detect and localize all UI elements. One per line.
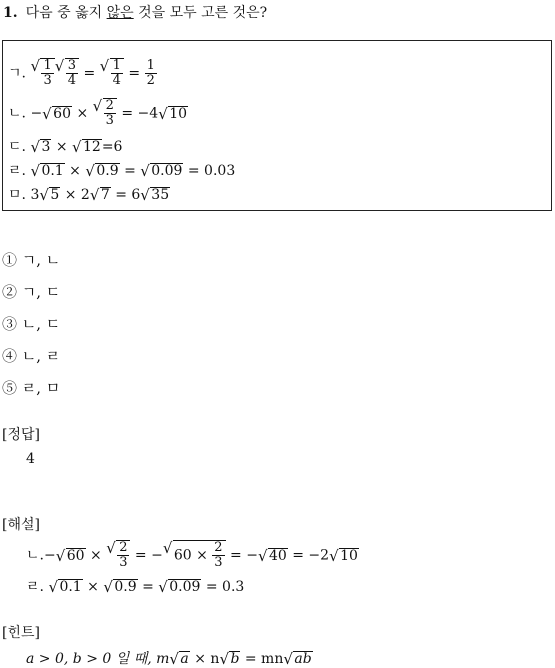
fraction: √ $\frac{3}{4}$ — [67, 58, 76, 88]
fraction: √ $\frac{2}{3}$ — [105, 98, 114, 128]
choice-4[interactable]: ④ ㄴ, ㄹ — [2, 347, 61, 365]
sqrt-expression: √ 60 × $\frac{2}{3}$ — [163, 540, 226, 570]
sqrt-expression: √ 12 — [72, 139, 102, 155]
sqrt-expression: √ ab — [283, 651, 312, 667]
sqrt-expression: √ 5 — [39, 187, 60, 203]
sqrt-expression: √ 0.09 — [140, 163, 183, 179]
fraction: $\frac{2}{3}$ — [214, 540, 223, 570]
sqrt-expression — [100, 58, 124, 88]
question-text-after: 것을 모두 고른 것은? — [133, 5, 268, 21]
question-title — [3, 2, 267, 22]
sqrt-expression: √ 60 — [42, 106, 72, 122]
choice-2[interactable]: ② ㄱ, ㄷ — [2, 283, 61, 301]
sqrt-expression: √ 7 — [90, 187, 111, 203]
answer-header: [정답] — [2, 427, 40, 443]
hint-formula: a > 0, b > 0 일 때, m√ a × n√ b = mn√ ab — [26, 648, 313, 668]
statement-label: ㄹ. — [8, 163, 26, 179]
sqrt-expression: √ 40 — [258, 548, 288, 564]
statement-n: ㄴ. −√ 60 × √ $\frac{2}{3}$ = −4√ 10 — [8, 98, 188, 128]
statement-label: ㄱ. — [8, 65, 26, 82]
sqrt-expression: √ 3 — [30, 139, 51, 155]
sqrt-expression: √ 0.1 — [30, 163, 64, 179]
question-number: 1. — [3, 5, 18, 21]
sqrt-expression: √ 0.9 — [85, 163, 119, 179]
sqrt-expression — [55, 58, 79, 88]
sqrt-expression: √ 0.09 — [158, 579, 201, 595]
statement-d: ㄷ. √ 3 × √ 12=6 — [8, 136, 122, 156]
choice-1[interactable]: ① ㄱ, ㄴ — [2, 251, 61, 269]
choice-5[interactable]: ⑤ ㄹ, ㅁ — [2, 379, 61, 397]
sqrt-expression: √ a — [169, 651, 189, 667]
sqrt-expression: √ 10 — [329, 548, 359, 564]
choice-3[interactable]: ③ ㄴ, ㄷ — [2, 315, 61, 333]
fraction: √ $\frac{2}{3}$ — [119, 540, 128, 570]
answer-value: 4 — [26, 451, 35, 467]
sqrt-expression: √ 60 — [56, 548, 86, 564]
sqrt-expression: √ 10 — [158, 106, 188, 122]
statement-label: ㄷ. — [8, 139, 26, 155]
sqrt-expression: √ 35 — [140, 187, 170, 203]
sqrt-expression — [106, 540, 130, 570]
statement-label: ㄴ. — [8, 105, 26, 122]
explanation-line-2: ㄹ. √ 0.1 × √ 0.9 = √ 0.09 = 0.3 — [26, 576, 244, 596]
sqrt-expression — [30, 58, 54, 88]
hint-header: [힌트] — [2, 625, 40, 641]
statement-m: ㅁ. 3√ 5 × 2√ 7 = 6√ 35 — [8, 184, 170, 204]
fraction: √ $\frac{1}{4}$ — [112, 58, 121, 88]
explanation-line-1: ㄴ.−√ 60 × √ $\frac{2}{3}$ = −√ 60 × $\frac{2}{3}$ = −√ 40 = −2√ 10 — [26, 540, 359, 570]
explanation-header: [해설] — [2, 517, 40, 533]
fraction: √ $\frac{1}{3}$ — [43, 58, 52, 88]
sqrt-expression: √ b — [219, 651, 240, 667]
sqrt-expression: √ 0.1 — [48, 579, 82, 595]
statement-g: ㄱ. √ $\frac{1}{3}$ √ $\frac{3}{4}$ = √ $\frac{1}{4}$ = $\frac{1}{2}$ — [8, 58, 157, 88]
sqrt-expression: √ 0.9 — [103, 579, 137, 595]
statement-label: ㅁ. — [8, 187, 26, 203]
statement-r: ㄹ. √ 0.1 × √ 0.9 = √ 0.09 = 0.03 — [8, 160, 235, 180]
fraction-result: $\frac{1}{2}$ — [146, 58, 155, 88]
question-text-before: 다음 중 옳지 — [25, 5, 107, 21]
sqrt-expression — [93, 98, 117, 128]
question-underlined-word: 않은 — [106, 5, 134, 21]
